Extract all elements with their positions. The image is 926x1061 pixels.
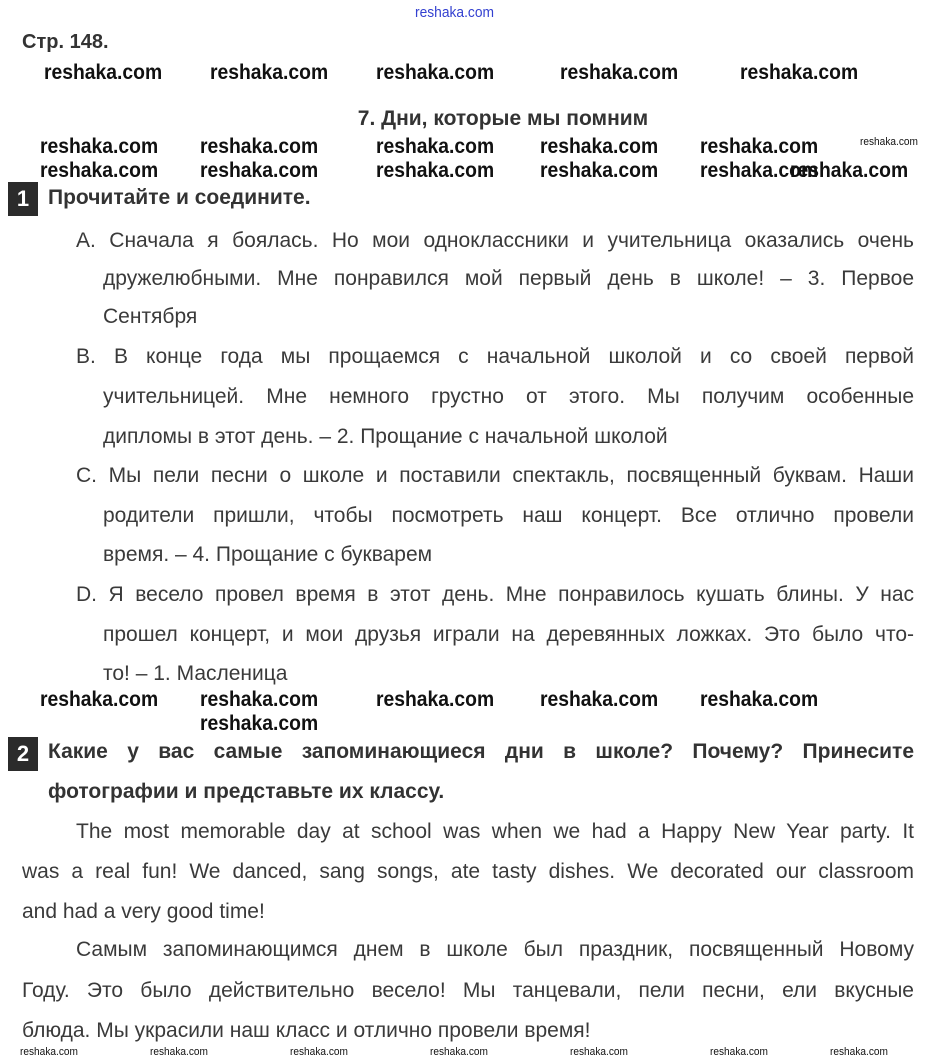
- task-heading: Прочитайте и соедините.: [48, 186, 311, 209]
- text-line: C. Мы пели песни о школе и поставили спектакль, посвященный буквам. Наши: [76, 464, 914, 487]
- watermark: reshaka.com: [40, 135, 159, 158]
- watermark: reshaka.com: [20, 1046, 78, 1058]
- text-line: D. Я весело провел время в этот день. Мне понравилось кушать блины. У нас: [76, 583, 914, 606]
- text-line: то! – 1. Масленица: [103, 662, 288, 685]
- task-number-badge: 2: [8, 737, 38, 771]
- watermark: reshaka.com: [790, 159, 909, 182]
- watermark: reshaka.com: [700, 688, 819, 711]
- watermark: reshaka.com: [376, 688, 495, 711]
- text-line: was a real fun! We danced, sang songs, ate tasty dishes. We decorated our classroom: [22, 860, 914, 883]
- text-line: and had a very good time!: [22, 900, 265, 923]
- text-line: дипломы в этот день. – 2. Прощание с начальной школой: [103, 425, 668, 448]
- watermark: reshaka.com: [376, 159, 495, 182]
- watermark: reshaka.com: [860, 136, 918, 148]
- watermark: reshaka.com: [540, 688, 659, 711]
- watermark: reshaka.com: [430, 1046, 488, 1058]
- watermark: reshaka.com: [210, 61, 329, 84]
- watermark: reshaka.com: [570, 1046, 628, 1058]
- watermark: reshaka.com: [560, 61, 679, 84]
- watermark: reshaka.com: [200, 159, 319, 182]
- page-number: Стр. 148.: [22, 31, 109, 53]
- text-line: The most memorable day at school was when we had a Happy New Year party. It: [76, 820, 914, 843]
- watermark: reshaka.com: [376, 135, 495, 158]
- watermark: reshaka.com: [376, 61, 495, 84]
- task-heading-line: Какие у вас самые запоминающиеся дни в школе? Почему? Принесите: [48, 740, 914, 763]
- text-line: B. В конце года мы прощаемся с начальной школой и со своей первой: [76, 345, 914, 368]
- watermark: reshaka.com: [200, 135, 319, 158]
- watermark: reshaka.com: [700, 159, 819, 182]
- watermark: reshaka.com: [830, 1046, 888, 1058]
- watermark: reshaka.com: [200, 712, 319, 735]
- text-line: время. – 4. Прощание с букварем: [103, 543, 433, 566]
- watermark: reshaka.com: [740, 61, 859, 84]
- text-line: A. Сначала я боялась. Но мои одноклассники и учительница оказались очень: [76, 229, 914, 252]
- watermark: reshaka.com: [415, 4, 495, 21]
- text-line: родители пришли, чтобы посмотреть наш концерт. Все отлично провели: [103, 504, 914, 527]
- text-line: учительницей. Мне немного грустно от этого. Мы получим особенные: [103, 385, 914, 408]
- text-line: Самым запоминающимся днем в школе был праздник, посвященный Новому: [76, 938, 914, 961]
- page-title: 7. Дни, которые мы помним: [357, 107, 649, 130]
- watermark: reshaka.com: [700, 135, 819, 158]
- text-line: прошел концерт, и мои друзья играли на деревянных ложках. Это было что-: [103, 623, 914, 646]
- watermark: reshaka.com: [44, 61, 163, 84]
- text-line: дружелюбными. Мне понравился мой первый день в школе! – 3. Первое: [103, 267, 914, 290]
- watermark: reshaka.com: [540, 135, 659, 158]
- watermark: reshaka.com: [710, 1046, 768, 1058]
- watermark: reshaka.com: [200, 688, 319, 711]
- watermark: reshaka.com: [40, 688, 159, 711]
- text-line: Сентября: [103, 305, 198, 328]
- watermark: reshaka.com: [150, 1046, 208, 1058]
- task-heading-line: фотографии и представьте их классу.: [48, 780, 445, 803]
- watermark: reshaka.com: [40, 159, 159, 182]
- text-line: блюда. Мы украсили наш класс и отлично провели время!: [22, 1019, 591, 1042]
- watermark: reshaka.com: [540, 159, 659, 182]
- text-line: Году. Это было действительно весело! Мы танцевали, пели песни, ели вкусные: [22, 979, 914, 1002]
- task-number-badge: 1: [8, 182, 38, 216]
- watermark: reshaka.com: [290, 1046, 348, 1058]
